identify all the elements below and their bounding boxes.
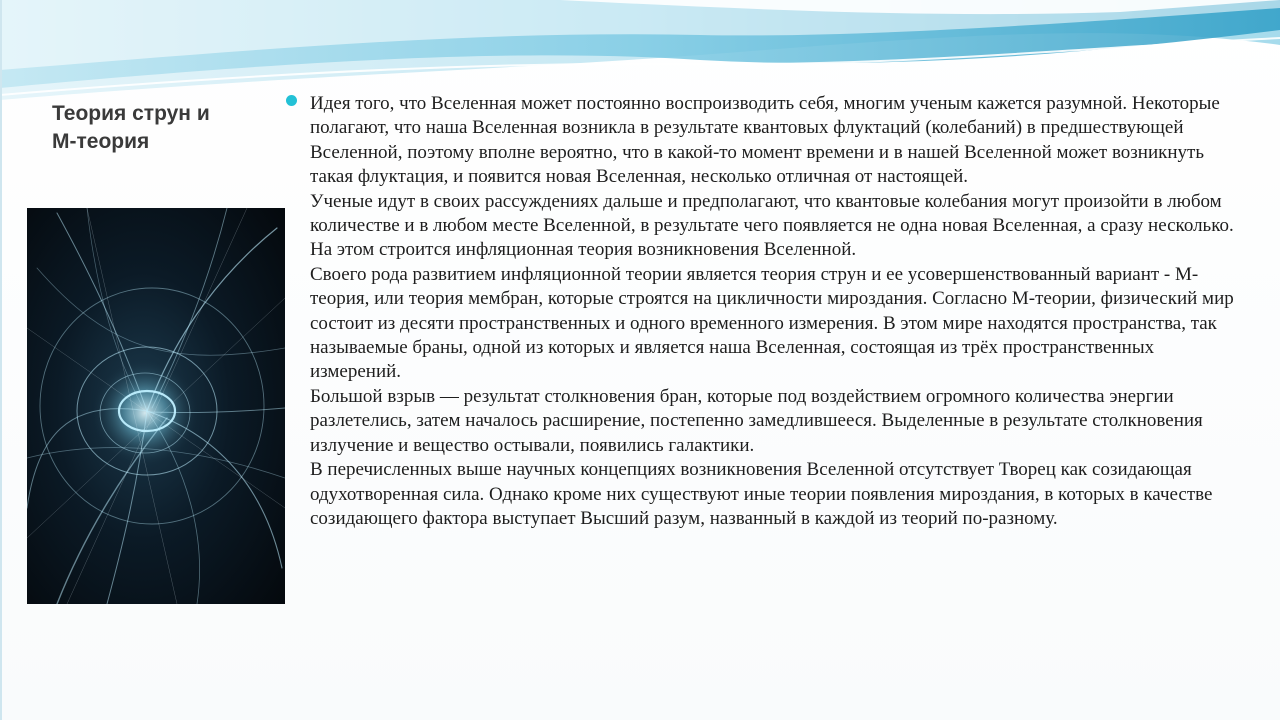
paragraph-1: Идея того, что Вселенная может постоянно воспроизводить себя, многим ученым кажется разумной. Некоторые полагают, что наша Вселенная возникла в результате квантовых флуктаций (колебаний) в предшествующей Вселенной, поэтому вполне вероятно, что в какой-то момент времени и в нашей Вселенной может возникнуть такая флуктация, и появится новая Вселенная, несколько отличная от настоящей. — [310, 93, 1220, 188]
paragraph-3: Своего рода развитием инфляционной теории является теория струн и ее усовершенствованный вариант - М-теория, или теория мембран, которые строятся на цикличности мироздания. Согласно М-теории, физический мир состоит из десяти пространственных и одного временного измерения. В этом мире находятся пространства, так называемые браны, одной из которых и является наша Вселенная, состоящая из трёх пространственных измерений. — [310, 263, 1234, 383]
paragraph-4: Большой взрыв — результат столкновения бран, которые под воздействием огромного количества энергии разлетелись, затем началось расширение, постепенно замедлившееся. Выделенные в результате столкновения излучение и вещество остывали, появились галактики. — [310, 385, 1203, 456]
paragraph-2: Ученые идут в своих рассуждениях дальше и предполагают, что квантовые колебания могут произойти в любом количестве и в любом месте Вселенной, в результате чего появляется не одна новая Вселенная, а сразу несколько. На этом строится инфляционная теория возникновения Вселенной. — [310, 190, 1234, 261]
left-edge-line — [0, 0, 2, 720]
slide-title — [52, 100, 262, 156]
slide-title-line2: М-теория — [52, 130, 150, 153]
paragraph-5: В перечисленных выше научных концепциях возникновения Вселенной отсутствует Творец как созидающая одухотворенная сила. Однако кроме них существуют иные теории появления мироздания, в которых в качестве созидающего фактора выступает Высший разум, названный в каждой из теорий по-разному. — [310, 459, 1213, 529]
slide-title-line1: Теория струн и — [52, 102, 210, 125]
cosmic-strings-image — [27, 208, 285, 604]
body-text — [310, 92, 1245, 531]
bullet-dot-icon — [286, 95, 297, 106]
